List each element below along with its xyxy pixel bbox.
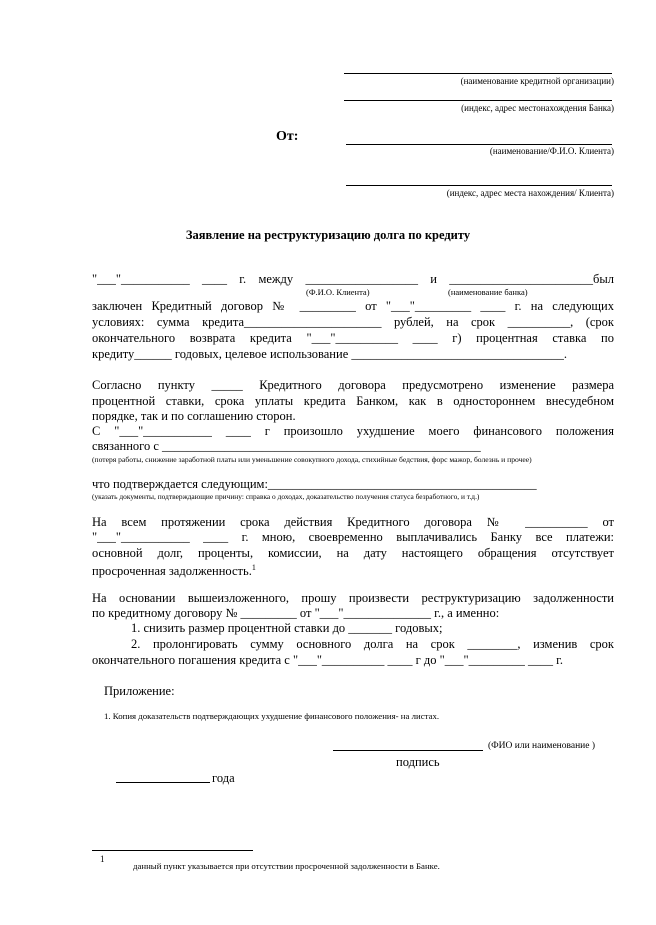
client-name-caption: (наименование/Ф.И.О. Клиента)	[489, 146, 614, 156]
para3-line4-text: просроченная задолженность.	[92, 564, 252, 579]
client-name-line	[346, 144, 612, 145]
footnote-text: данный пункт указывается при отсутствии просроченной задолженности в Банке.	[133, 861, 440, 871]
bank-address-line	[344, 100, 612, 101]
para1-line5: кредиту______ годовых, целевое использование __________________________________.	[92, 347, 567, 361]
footnote-reference: 1	[251, 563, 256, 572]
para3-line3: основной долг, проценты, комиссии, на дату настоящего обращения отсутствует	[92, 546, 614, 560]
caption-bank: (наименование банка)	[448, 287, 528, 297]
para4-line1: На основании вышеизложенного, прошу произвести реструктуризацию задолженности	[92, 591, 614, 605]
footnote-mark: 1	[100, 854, 105, 864]
para2-line1: Согласно пункту _____ Кредитного договора предусмотрено изменение размера	[92, 378, 614, 392]
para4-line2: по кредитному договору № _________ от "___"______________ г., а именно:	[92, 606, 500, 620]
para3-line1: На всем протяжении срока действия Кредитного договора № __________ от	[92, 515, 614, 529]
attachment-item-1: 1. Копия доказательств подтверждающих ухудшение финансового положения- на листах.	[104, 711, 440, 721]
bank-name-line	[344, 73, 612, 74]
attachments-label: Приложение:	[104, 684, 175, 698]
para3-line2: "___"___________ ____ г. мною, своевременно выплачивались Банку все платежи:	[92, 530, 614, 544]
signature-label: подпись	[396, 755, 440, 769]
para2-line6: что подтверждается следующим:___________________________________________	[92, 477, 537, 491]
para1-line1: "___"___________ ____ г. между __________________ и _______________________был	[92, 272, 614, 286]
para1-line3: условиях: сумма кредита______________________ рублей, на срок __________, (срок	[92, 315, 614, 329]
para1-line2: заключен Кредитный договор № _________ от "___"_________ ____ г. на следующих	[92, 299, 614, 313]
year-label: года	[212, 771, 235, 785]
para1-line4: окончательного возврата кредита "___"__________ ____ г) процентная ставка по	[92, 331, 614, 345]
request-item-2a: 2. пролонгировать сумму основного долга на срок ________, изменив срок	[131, 637, 614, 651]
request-item-1: 1. снизить размер процентной ставки до _______ годовых;	[131, 621, 443, 635]
date-line	[116, 782, 210, 783]
para2-line3: порядке, так и по соглашению сторон.	[92, 409, 296, 423]
para2-line5: связанного с ___________________________________________________	[92, 439, 481, 453]
client-address-caption: (индекс, адрес места нахождения/ Клиента)	[446, 188, 614, 198]
bank-address-caption: (индекс, адрес местонахождения Банка)	[461, 103, 614, 113]
para3-line4	[92, 560, 256, 579]
para2-caption: (потеря работы, снижение заработной платы или уменьшение совокупного дохода, стихийные бедствия, форс мажор, болезнь и прочее)	[92, 455, 532, 464]
signature-line	[333, 750, 483, 751]
caption-client: (Ф.И.О. Клиента)	[306, 287, 370, 297]
para2-line4: С "___"___________ ____ г произошло ухудшение моего финансового положения	[92, 424, 614, 438]
client-address-line	[346, 185, 612, 186]
request-item-2b: окончательного погашения кредита с "___"__________ ____ г до "___"_________ ____ г.	[92, 653, 563, 667]
signature-caption: (ФИО или наименование )	[488, 741, 595, 751]
para2-caption2: (указать документы, подтверждающие причину: справка о доходах, доказательство получения статуса безработного, и т.д.)	[92, 492, 480, 501]
footnote-separator	[92, 850, 253, 851]
from-label: От:	[276, 129, 299, 144]
para2-line2: процентной ставки, срока уплаты кредита Банком, как в одностороннем внесудебном	[92, 394, 614, 408]
bank-name-caption: (наименование кредитной организации)	[460, 76, 614, 86]
document-title: Заявление на реструктуризацию долга по кредиту	[185, 228, 471, 242]
